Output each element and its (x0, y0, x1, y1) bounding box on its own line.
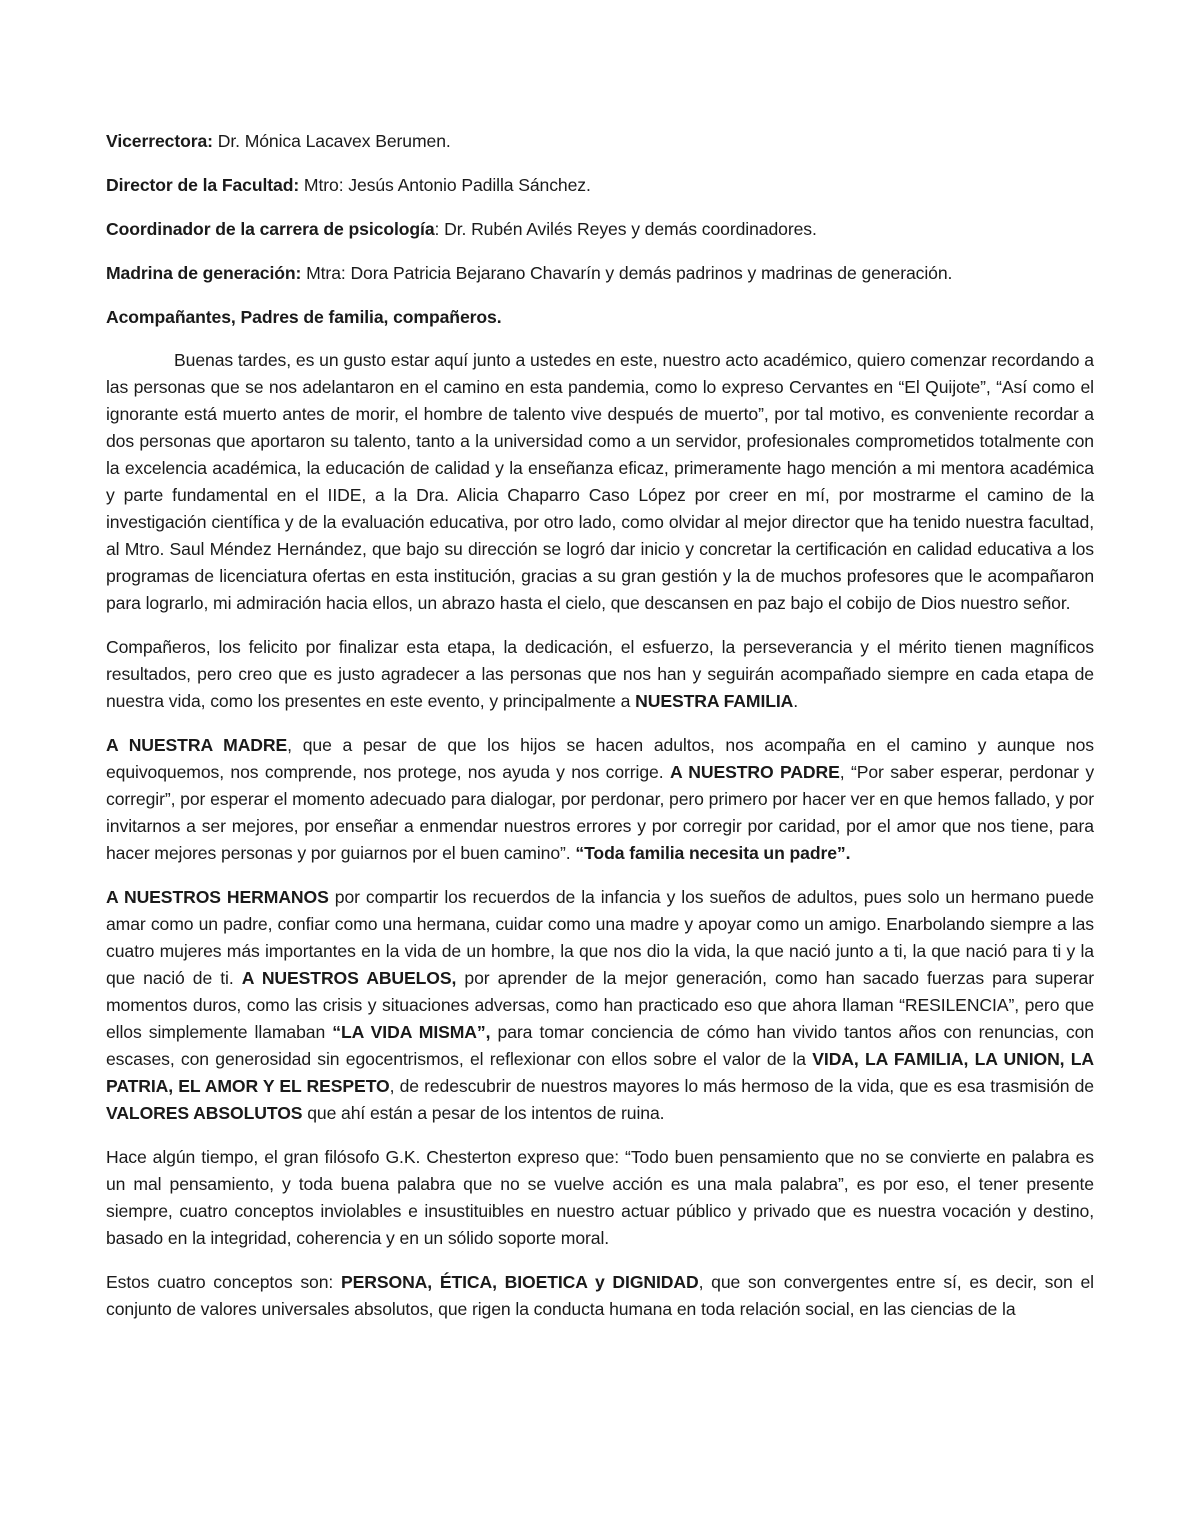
paragraph-emphasis: “Toda familia necesita un padre”. (575, 843, 851, 863)
paragraph-emphasis: PERSONA, ÉTICA, BIOETICA y DIGNIDAD (340, 1272, 699, 1292)
greeting-text: Dr. Mónica Lacavex Berumen. (212, 131, 451, 151)
greeting-label: Madrina de generación: (106, 263, 302, 283)
paragraph-text: por compartir los recuerdos de la infancia y los sueños de adultos, pues solo un hermano puede amar como un padre, confiar como una hermana, cuidar como una madre y apoyar como un amigo. Enarbolando siempre a las cuatro mujeres más importantes en la vida de un hombre, la que nos dio la vida, la que nació junto a ti, la que nació para ti y la que nació de ti. (106, 887, 1094, 988)
paragraph-text: . (793, 691, 799, 711)
paragraph-hermanos-abuelos (106, 884, 1094, 1127)
greeting-acompanantes (106, 304, 1094, 331)
paragraph-chesterton (106, 1144, 1094, 1252)
greeting-label: Coordinador de la carrera de psicología (106, 219, 435, 239)
paragraph-emphasis: VIDA, LA FAMILIA, LA UNION, LA PATRIA, EL AMOR Y EL RESPETO (106, 1049, 1094, 1096)
greeting-label: Vicerrectora: (106, 131, 213, 151)
paragraph-text: por aprender de la mejor generación, como han sacado fuerzas para superar momentos duros, como las crisis y situaciones adversas, como han practicado eso que ahora llaman “RESILENCIA”, pero que ellos simplemente llamaban (106, 968, 1095, 1042)
paragraph-text: Compañeros, los felicito por finalizar esta etapa, la dedicación, el esfuerzo, la perseverancia y el mérito tienen magníficos resultados, pero creo que es justo agradecer a las personas que nos han y seguirán acompañado siempre en cada etapa de nuestra vida, como los presentes en este evento, y principalmente a (106, 637, 1094, 711)
paragraph-text: que ahí están a pesar de los intentos de ruina. (302, 1103, 665, 1123)
greeting-vicerrectora (106, 128, 1094, 155)
greeting-text: : Dr. Rubén Avilés Reyes y demás coordinadores. (434, 219, 817, 239)
greeting-madrina (106, 260, 1094, 287)
document-page (106, 128, 1094, 1340)
paragraph-emphasis: A NUESTROS HERMANOS (106, 887, 329, 907)
paragraph-emphasis: “LA VIDA MISMA”, (332, 1022, 491, 1042)
paragraph-emphasis: A NUESTRO PADRE (669, 762, 840, 782)
paragraph-companeros (106, 634, 1094, 715)
paragraph-text: , que a pesar de que los hijos se hacen adultos, nos acompaña en el camino y aunque nos equivoquemos, nos comprende, nos protege, nos ayuda y nos corrige. (106, 735, 1094, 782)
greeting-text: Mtra: Dora Patricia Bejarano Chavarín y demás padrinos y madrinas de generación. (301, 263, 953, 283)
greeting-coordinador (106, 216, 1094, 243)
paragraph-conceptos (106, 1269, 1094, 1323)
paragraph-text: , “Por saber esperar, perdonar y corregir”, por esperar el momento adecuado para dialogar, por perdonar, pero primero por hacer ver en que hemos fallado, y por invitarnos a ser mejores, por enseñar a enmendar nuestros errores y por corregir por caridad, por el amor que nos tiene, para hacer mejores personas y por guiarnos por el buen camino”. (106, 762, 1095, 863)
paragraph-text: para tomar conciencia de cómo han vivido tantos años con renuncias, con escases, con generosidad sin egocentrismos, el reflexionar con ellos sobre el valor de la (106, 1022, 1094, 1069)
paragraph-emphasis: A NUESTRA MADRE (106, 735, 288, 755)
paragraph-text: , de redescubrir de nuestros mayores lo más hermoso de la vida, que es esa trasmisión de (389, 1076, 1094, 1096)
greeting-label: Acompañantes, Padres de familia, compañeros. (106, 307, 502, 327)
greeting-label: Director de la Facultad: (106, 175, 300, 195)
paragraph-intro (106, 347, 1094, 617)
paragraph-emphasis: NUESTRA FAMILIA (635, 691, 794, 711)
paragraph-text: Hace algún tiempo, el gran filósofo G.K. Chesterton expreso que: “Todo buen pensamiento que no se convierte en palabra es un mal pensamiento, y toda buena palabra que no se vuelve acción es una mala palabra”, es por eso, el tener presente siempre, cuatro conceptos inviolables e insustituibles en nuestro actuar público y privado que es nuestra vocación y destino, basado en la integridad, coherencia y en un sólido soporte moral. (106, 1147, 1094, 1248)
paragraph-text: Estos cuatro conceptos son: (106, 1272, 341, 1292)
greeting-text: Mtro: Jesús Antonio Padilla Sánchez. (299, 175, 591, 195)
paragraph-emphasis: VALORES ABSOLUTOS (106, 1103, 303, 1123)
paragraph-emphasis: A NUESTROS ABUELOS, (241, 968, 457, 988)
greeting-director (106, 172, 1094, 199)
paragraph-madre-padre (106, 732, 1094, 867)
paragraph-text: Buenas tardes, es un gusto estar aquí junto a ustedes en este, nuestro acto académico, quiero comenzar recordando a las personas que se nos adelantaron en el camino en esta pandemia, como lo expreso Cervantes en “El Quijote”, “Así como el ignorante está muerto antes de morir, el hombre de talento vive después de muerto”, por tal motivo, es conveniente recordar a dos personas que aportaron su talento, tanto a la universidad como a un servidor, profesionales comprometidos totalmente con la excelencia académica, la educación de calidad y la enseñanza eficaz, primeramente hago mención a mi mentora académica y parte fundamental en el IIDE, a la Dra. Alicia Chaparro Caso López por creer en mí, por mostrarme el camino de la investigación científica y de la evaluación educativa, por otro lado, como olvidar al mejor director que ha tenido nuestra facultad, al Mtro. Saul Méndez Hernández, que bajo su dirección se logró dar inicio y concretar la certificación en calidad educativa a los programas de licenciatura ofertas en esta institución, gracias a su gran gestión y la de muchos profesores que le acompañaron para lograrlo, mi admiración hacia ellos, un abrazo hasta el cielo, que descansen en paz bajo el cobijo de Dios nuestro señor. (106, 350, 1094, 613)
paragraph-text: , que son convergentes entre sí, es decir, son el conjunto de valores universales absolutos, que rigen la conducta humana en toda relación social, en las ciencias de la (106, 1272, 1094, 1319)
